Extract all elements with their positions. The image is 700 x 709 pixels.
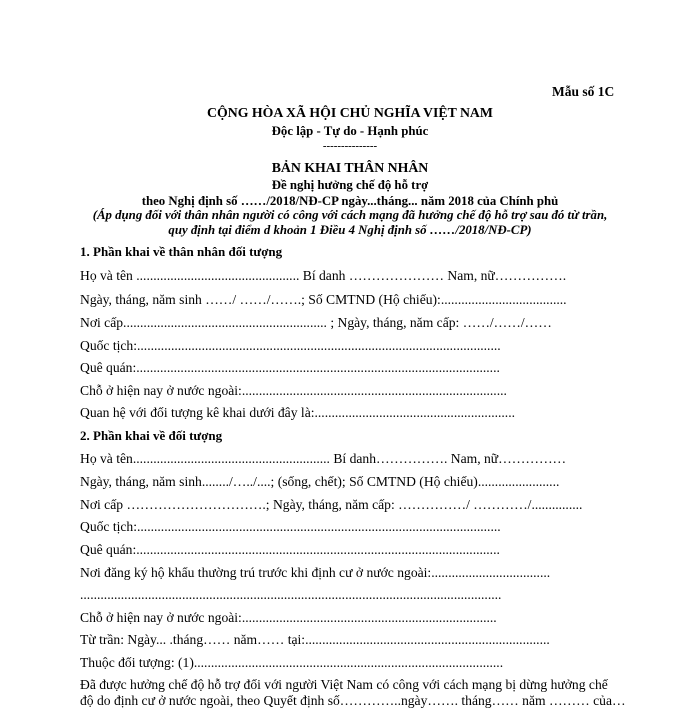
form-line: Nơi đăng ký hộ khẩu thường trú trước khi định cư ở nước ngoài:................................... <box>80 565 551 580</box>
form-line: ............................................................................................................................ <box>80 587 502 602</box>
nation-title: CỘNG HÒA XÃ HỘI CHỦ NGHĨA VIỆT NAM <box>207 106 493 121</box>
document-subtitle: Đề nghị hưởng chế độ hỗ trợ <box>271 177 429 192</box>
form-line: Nơi cấp ………………………….; Ngày, tháng, năm cấp: ……………/ …………/............... <box>80 497 583 512</box>
form-line: Họ và tên ................................................ Bí danh ………………… Nam, nữ……………. <box>80 268 567 283</box>
form-line: Quan hệ với đối tượng kê khai dưới đây là:........................................................... <box>80 405 516 420</box>
form-line: độ do định cư ở nước ngoài, theo Quyết định số…………..ngày……. tháng…… năm ……… của… <box>80 693 626 708</box>
form-line: Quê quán:........................................................................................................... <box>80 542 500 557</box>
section-1-heading: 1. Phần khai về thân nhân đối tượng <box>80 244 283 259</box>
form-line: Từ trần: Ngày... .tháng…… năm…… tại:........................................................................ <box>80 632 550 647</box>
header-separator: --------------- <box>322 140 378 152</box>
form-number: Mẫu số 1C <box>552 84 615 99</box>
form-line: Chỗ ở hiện nay ở nước ngoài:........................................................................... <box>80 610 497 625</box>
scope-note-line-2: quy định tại điểm d khoản 1 Điều 4 Nghị định số ……/2018/NĐ-CP) <box>168 222 532 237</box>
form-line: Quê quán:........................................................................................................... <box>80 360 500 375</box>
motto: Độc lập - Tự do - Hạnh phúc <box>271 123 429 138</box>
form-line: Ngày, tháng, năm sinh......../…../....; (sống, chết); Số CMTND (Hộ chiếu)........................ <box>80 474 560 489</box>
form-line: Nơi cấp............................................................ ; Ngày, tháng, năm cấp: ……/……/…… <box>80 315 552 330</box>
section-2-heading: 2. Phần khai về đối tượng <box>80 428 223 443</box>
form-line: Chỗ ở hiện nay ở nước ngoài:.............................................................................. <box>80 383 507 398</box>
decree-reference: theo Nghị định số ……/2018/NĐ-CP ngày...tháng... năm 2018 của Chính phủ <box>141 193 559 208</box>
form-line: Họ và tên.......................................................... Bí danh……………. Nam, nữ…………… <box>80 451 567 466</box>
document-title: BẢN KHAI THÂN NHÂN <box>271 161 429 176</box>
scope-note-line-1: (Áp dụng đối với thân nhân người có công với cách mạng đã hưởng chế độ hỗ trợ sau đó từ trần, <box>92 207 608 222</box>
form-line: Quốc tịch:........................................................................................................... <box>80 519 501 534</box>
form-line: Quốc tịch:........................................................................................................... <box>80 338 501 353</box>
form-line: Thuộc đối tượng: (1)........................................................................................... <box>80 655 504 670</box>
form-line: Đã được hưởng chế độ hỗ trợ đối với người Việt Nam có công với cách mạng bị dừng hưởng chế <box>80 677 608 692</box>
form-line: Ngày, tháng, năm sinh ……/ ……/…….; Số CMTND (Hộ chiếu):..................................... <box>80 292 567 307</box>
